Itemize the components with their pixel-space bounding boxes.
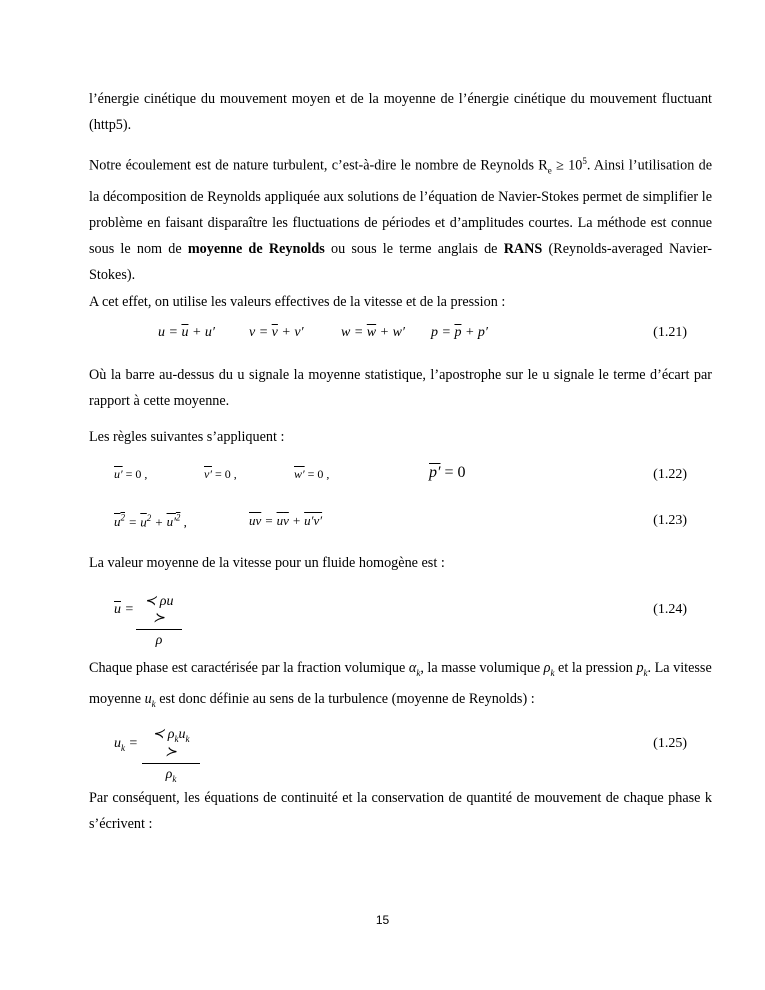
text: (Reynolds-averaged Navier-Stokes). <box>89 240 712 283</box>
text: et la pression <box>554 660 637 676</box>
equation-number: (1.22) <box>653 467 687 482</box>
eq-mean-v-prime: v′ = 0 , <box>204 467 237 481</box>
text: est donc définie au sens de la turbulence (moyenne de Reynolds) : <box>155 690 535 707</box>
equation-number: (1.23) <box>653 513 687 528</box>
text: . Ainsi l’utilisation de la décomposition de Reynolds appliquée aux solutions de l’équation de Navier-Stokes permet de simplifier le problème en faisant disparaître les fluctuations de périodes et d’amplitudes courtes. La méthode est connue sous le nom de <box>89 157 712 257</box>
paragraph-phases <box>89 655 714 717</box>
text: Chaque phase est caractérisée par la fraction volumique <box>89 660 409 676</box>
numerator: ≺ ρu ≻ <box>136 593 182 630</box>
eq-mean-u-squared: $u^2 = \overline{u}^2 + u'^2$ , <box>114 513 187 530</box>
eq-mean-w-prime: w′ = 0 , <box>294 467 330 481</box>
text: ou sous le terme anglais de <box>324 240 504 257</box>
fraction <box>142 726 200 784</box>
equation-number: (1.21) <box>653 325 687 340</box>
denominator: ρ <box>155 633 163 648</box>
paragraph-intro: l’énergie cinétique du mouvement moyen et de la moyenne de l’énergie cinétique du mouvement fluctuant (http5). <box>89 91 712 133</box>
fraction <box>136 593 182 649</box>
text: ≥ 10 <box>551 157 583 174</box>
equation-1-21 <box>0 325 765 355</box>
eq-v: $v = \overline{v} + v'$ <box>249 325 304 340</box>
eq-u: $u = \overline{u} + u'$ <box>158 325 215 340</box>
equation-1-25 <box>0 727 765 784</box>
eq-w: $w = \overline{w} + w'$ <box>341 325 405 340</box>
subscript-e: e <box>547 165 552 176</box>
paragraph-mean-velocity: La valeur moyenne de la vitesse pour un fluide homogène est : <box>89 555 445 571</box>
eq-mean-p-prime: p′ = 0 <box>429 464 466 481</box>
symbol-alpha-k: $\alpha_k$ <box>408 660 421 678</box>
text: , la masse volumique <box>420 660 544 676</box>
numerator: ≺ $\rho_ku_k$ ≻ <box>142 726 200 764</box>
equation-1-23 <box>0 513 765 543</box>
equation-1-22 <box>0 464 765 497</box>
equation-number: (1.25) <box>653 736 687 751</box>
bold-term: moyenne de Reynolds <box>187 240 325 257</box>
paragraph-bar-meaning: Où la barre au-dessus du u signale la moyenne statistique, l’apostrophe sur le u signale le terme d’écart par rapport à cette moyenne. <box>89 367 712 409</box>
denominator: $\rho_k$ <box>165 766 177 784</box>
equation-1-24 <box>0 594 765 648</box>
bold-term: RANS <box>503 240 543 257</box>
eq-mean-uv: $\overline{uv} = \overline{u}\overline{v} + u'v'$ <box>249 513 323 528</box>
paragraph-effective-values: A cet effet, on utilise les valeurs effectives de la vitesse et de la pression : <box>89 294 506 310</box>
symbol-p-k: $p_k$ <box>636 660 648 678</box>
symbol-rho-k: $\rho_k$ <box>543 660 555 678</box>
eq-mean-u-prime: u′ = 0 , <box>114 467 148 481</box>
page-number: 15 <box>375 913 390 927</box>
eq-lhs: $\overline{u}$ = <box>114 602 134 617</box>
eq-lhs: $u_k$ = <box>114 736 138 753</box>
superscript-5: 5 <box>582 156 587 166</box>
eq-p: $p = \overline{p} + p'$ <box>431 325 488 340</box>
paragraph-reynolds <box>89 148 712 288</box>
text: . La vitesse moyenne <box>89 660 712 707</box>
text: Notre écoulement est de nature turbulent, c’est-à-dire le nombre de Reynolds R <box>89 157 548 174</box>
paragraph-rules: Les règles suivantes s’appliquent : <box>89 429 285 445</box>
equation-number: (1.24) <box>653 602 687 617</box>
symbol-u-k: $u_k$ <box>144 690 156 709</box>
paragraph-consequence: Par conséquent, les équations de continuité et la conservation de quantité de mouvement de chaque phase k s’écrivent : <box>89 790 712 832</box>
